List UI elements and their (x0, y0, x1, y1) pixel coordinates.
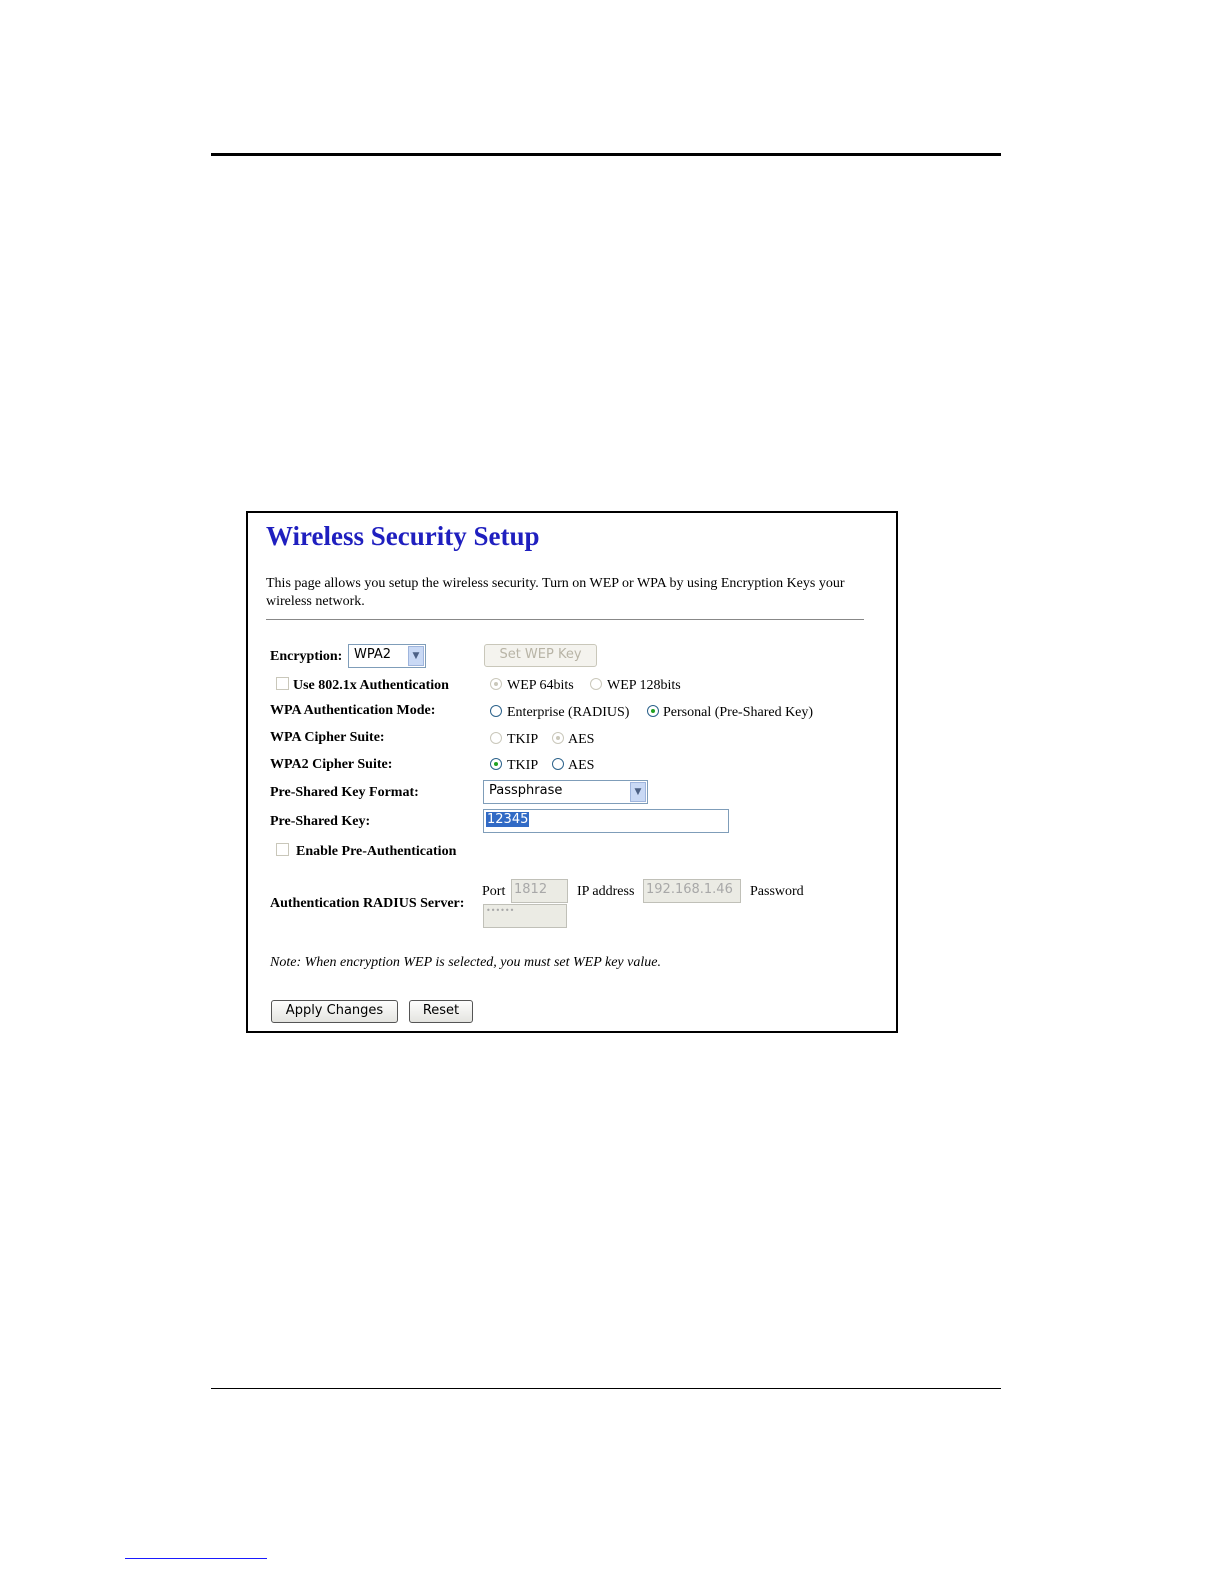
wpa-aes-label: AES (568, 732, 595, 747)
radius-ip-label: IP address (577, 884, 635, 899)
psk-label: Pre-Shared Key: (270, 814, 371, 829)
wpa2-aes-radio[interactable] (552, 758, 564, 770)
wep-128bits-label: WEP 128bits (607, 678, 681, 693)
chevron-down-icon: ▼ (630, 782, 646, 802)
enable-preauth-label: Enable Pre-Authentication (296, 844, 457, 859)
wep-64bits-radio[interactable] (490, 678, 502, 690)
wpa-tkip-radio[interactable] (490, 732, 502, 744)
radius-port-label: Port (482, 884, 506, 899)
encryption-value: WPA2 (354, 647, 392, 662)
reset-button[interactable]: Reset (409, 1000, 473, 1023)
psk-input[interactable] (483, 809, 729, 833)
psk-format-value: Passphrase (489, 783, 563, 798)
radius-port-input[interactable]: 1812 (511, 879, 568, 903)
apply-changes-button[interactable]: Apply Changes (271, 1000, 398, 1023)
divider (266, 619, 864, 620)
enterprise-radius-label: Enterprise (RADIUS) (507, 705, 630, 720)
radius-password-input[interactable]: •••••• (483, 904, 567, 928)
enable-preauth-checkbox[interactable] (276, 843, 289, 856)
radius-ip-input[interactable]: 192.168.1.46 (643, 879, 741, 903)
personal-psk-radio[interactable] (647, 705, 659, 717)
radius-password-label: Password (750, 884, 804, 899)
wpa2-tkip-label: TKIP (507, 758, 539, 773)
wpa-auth-mode-label: WPA Authentication Mode: (270, 703, 436, 718)
psk-value: 12345 (487, 812, 529, 827)
wpa-aes-radio[interactable] (552, 732, 564, 744)
footer-link-underline (125, 1558, 267, 1559)
psk-format-select[interactable] (483, 780, 648, 804)
wep-note: Note: When encryption WEP is selected, you must set WEP key value. (270, 955, 661, 970)
bottom-rule (211, 1388, 1001, 1389)
use-8021x-checkbox[interactable] (276, 677, 289, 690)
personal-psk-label: Personal (Pre-Shared Key) (663, 705, 814, 720)
chevron-down-icon: ▼ (408, 646, 424, 666)
radius-server-label: Authentication RADIUS Server: (270, 896, 465, 911)
enterprise-radius-radio[interactable] (490, 705, 502, 717)
set-wep-key-button[interactable]: Set WEP Key (484, 644, 597, 667)
page-description: This page allows you setup the wireless security. Turn on WEP or WPA by using Encryption Keys your wireless network. (266, 576, 845, 609)
wpa-tkip-label: TKIP (507, 732, 539, 747)
encryption-label: Encryption: (270, 649, 343, 664)
wep-64bits-label: WEP 64bits (507, 678, 574, 693)
page-title: Wireless Security Setup (266, 521, 540, 551)
wpa2-tkip-radio[interactable] (490, 758, 502, 770)
psk-format-label: Pre-Shared Key Format: (270, 785, 419, 800)
wpa-cipher-label: WPA Cipher Suite: (270, 730, 385, 745)
wpa2-aes-label: AES (568, 758, 595, 773)
wep-128bits-radio[interactable] (590, 678, 602, 690)
use-8021x-label: Use 802.1x Authentication (293, 678, 449, 693)
top-rule (211, 153, 1001, 156)
wpa2-cipher-label: WPA2 Cipher Suite: (270, 757, 393, 772)
encryption-select[interactable] (348, 644, 426, 668)
wireless-security-panel (246, 511, 898, 1033)
